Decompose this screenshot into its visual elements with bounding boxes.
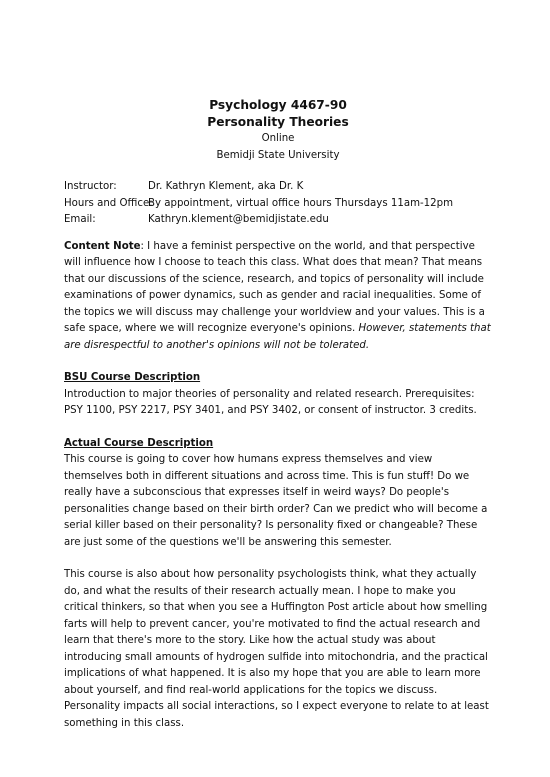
course-number: Psychology 4467-90 bbox=[209, 98, 347, 112]
instructor-label: Instructor: bbox=[64, 181, 117, 192]
instructor-row bbox=[64, 179, 492, 196]
course-title: Personality Theories bbox=[207, 115, 349, 129]
email-value: Kathryn.klement@bemidjistate.edu bbox=[148, 214, 329, 225]
syllabus-header bbox=[64, 97, 492, 164]
course-format: Online bbox=[261, 133, 295, 144]
content-note-warning: However, statements that are disrespectful to another's opinions will not be tolerated. bbox=[64, 323, 491, 351]
bsu-description-heading: BSU Course Description bbox=[64, 372, 201, 383]
instructor-value: Dr. Kathryn Klement, aka Dr. K bbox=[148, 181, 304, 192]
actual-description-paragraph-2: This course is also about how personality psychologists think, what they actually do, and what the results of their research actually mean. I hope to make you critical thinkers, so that when you see a Huffington Post article about how smelling farts will help to prevent cancer, you're motivated to find the actual research and learn that there's more to the story. Like how the actual study was about introducing small amounts of hydrogen sulfide into mitochondria, and the practical implications of what happened. It is also my hope that you are able to learn more about yourself, and find real-world applications for the topics we discuss. Personality impacts all social interactions, so I expect everyone to relate to at least something in this class. bbox=[64, 569, 489, 729]
instructor-info bbox=[64, 179, 492, 229]
office-hours-value: By appointment, virtual office hours Thursdays 11am-12pm bbox=[148, 197, 454, 209]
office-hours-row bbox=[64, 196, 492, 213]
content-note-label: Content Note bbox=[64, 240, 141, 252]
email-label: Email: bbox=[64, 214, 96, 225]
syllabus-content bbox=[64, 97, 492, 732]
content-note-text: : I have a feminist perspective on the world, and that perspective will influence how I choose to teach this class. What does that mean? That means that our discussions of the science, research, and topics of personality will include examinations of power dynamics, such as gender and racial inequalities. Some of the topics we will discuss may challenge your worldview and your values. This is a safe space, where we will recognize everyone's opinions. bbox=[64, 240, 485, 334]
actual-description-heading: Actual Course Description bbox=[64, 437, 214, 449]
actual-description-paragraph-1: This course is going to cover how humans express themselves and view themselves both in different situations and across time. This is fun stuff! Do we really have a subconscious that expresses itself in weird ways? Do people's personalities change based on their birth order? Can we predict who will become a serial killer based on their personality? Is personality fixed or changeable? These are just some of the questions we'll be answering this semester. bbox=[64, 454, 488, 548]
content-note-paragraph bbox=[64, 239, 492, 355]
email-row bbox=[64, 212, 492, 229]
bsu-description-text: Introduction to major theories of personality and related research. Prerequisites: PSY 1100, PSY 2217, PSY 3401, and PSY 3402, or consent of instructor. 3 credits. bbox=[64, 388, 477, 416]
office-hours-label: Hours and Office: bbox=[64, 197, 153, 209]
university-name: Bemidji State University bbox=[216, 149, 340, 161]
